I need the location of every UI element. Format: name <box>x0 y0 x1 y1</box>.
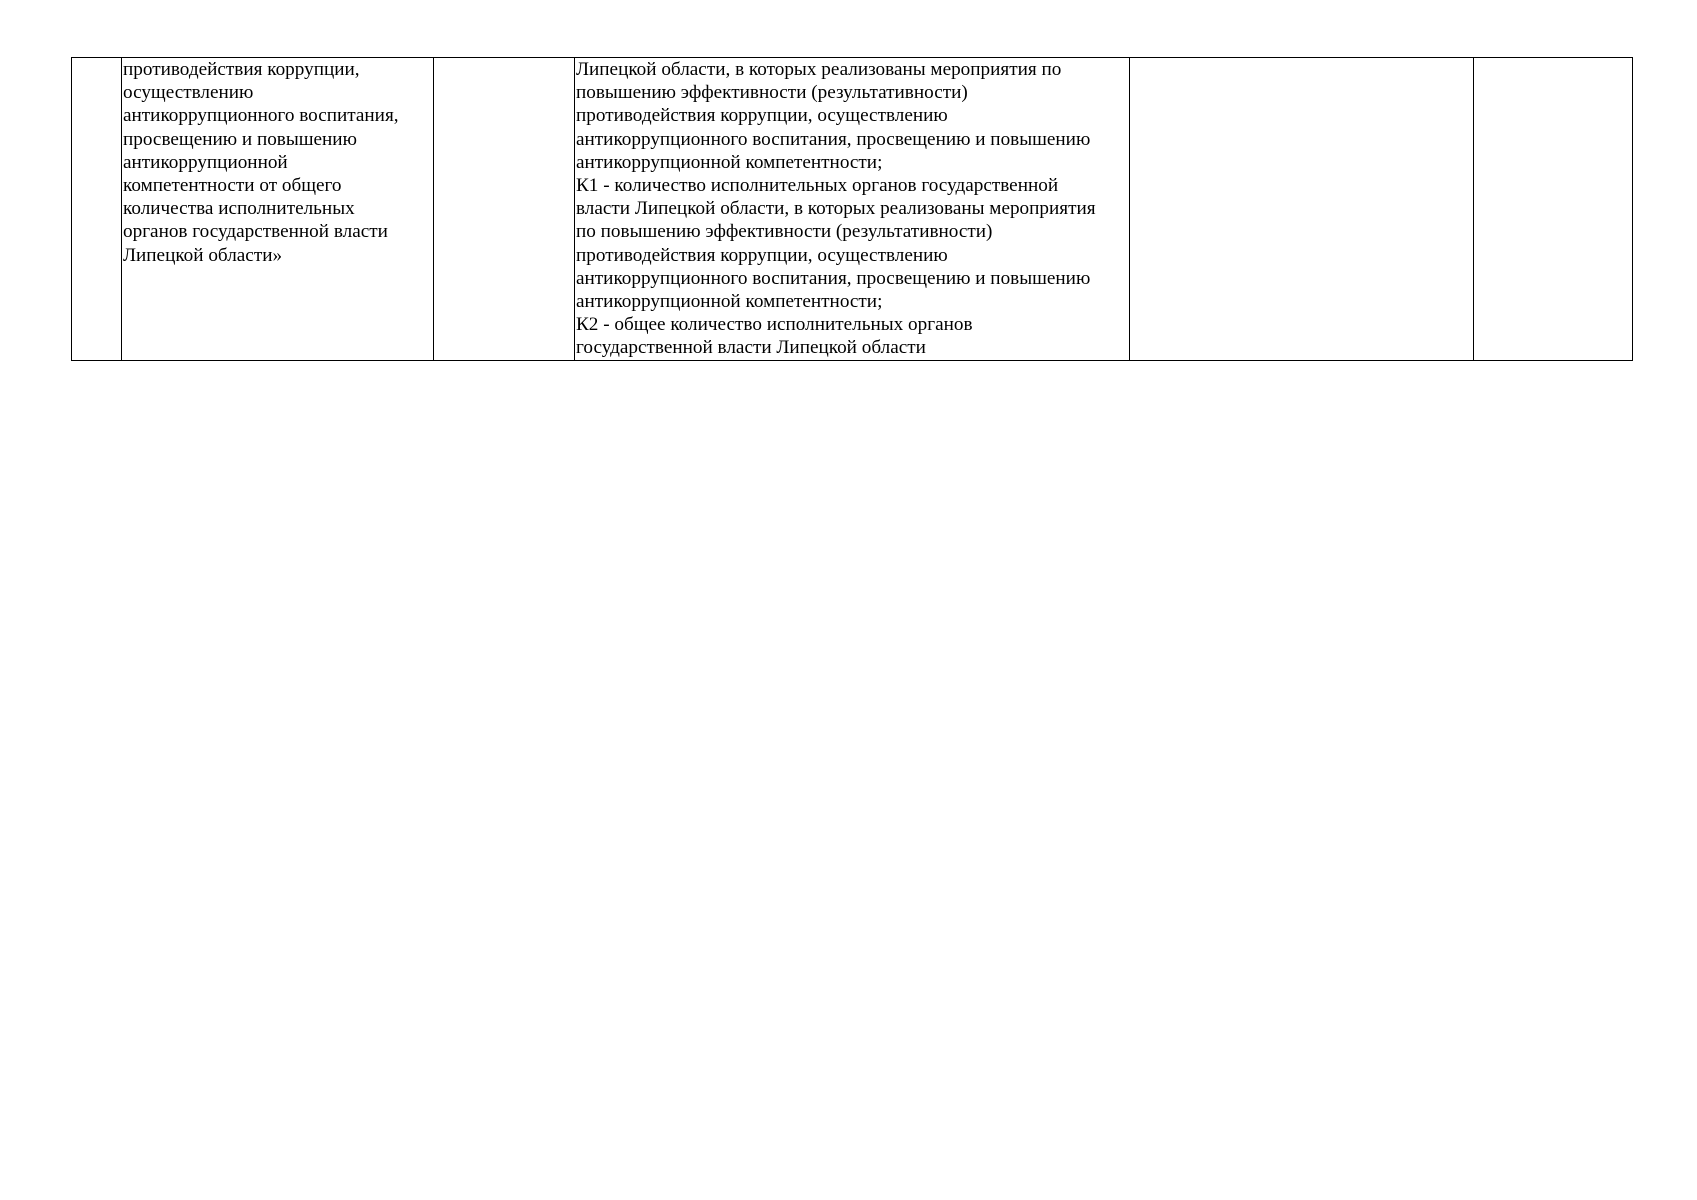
cell-data-source <box>1130 58 1474 361</box>
table-row <box>72 58 1633 361</box>
cell-unit <box>434 58 575 361</box>
indicator-name-text: противодействия коррупции, осуществлению антикоррупционного воспитания, просвещению и повышению антикоррупционной компетентности от общего количества исполнительных органов государственной власти Липецкой области» <box>123 59 399 266</box>
calculation-method-text: Липецкой области, в которых реализованы мероприятия по повышению эффективности (результативности) противодействия коррупции, осуществлению антикоррупционного воспитания, просвещению и повышению антикоррупционной компетентности; К1 - количество исполнительных органов государственной власти Липецкой области, в которых реализованы мероприятия по повышению эффективности (результативности) противодействия коррупции, осуществлению антикоррупционного воспитания, просвещению и повышению антикоррупционной компетентности; К2 - общее количество исполнительных органов государственной власти Липецкой области <box>576 59 1096 359</box>
cell-number <box>72 58 122 361</box>
cell-calculation-method <box>575 58 1130 361</box>
cell-notes <box>1474 58 1633 361</box>
document-table <box>71 57 1633 361</box>
cell-indicator-name <box>122 58 434 361</box>
